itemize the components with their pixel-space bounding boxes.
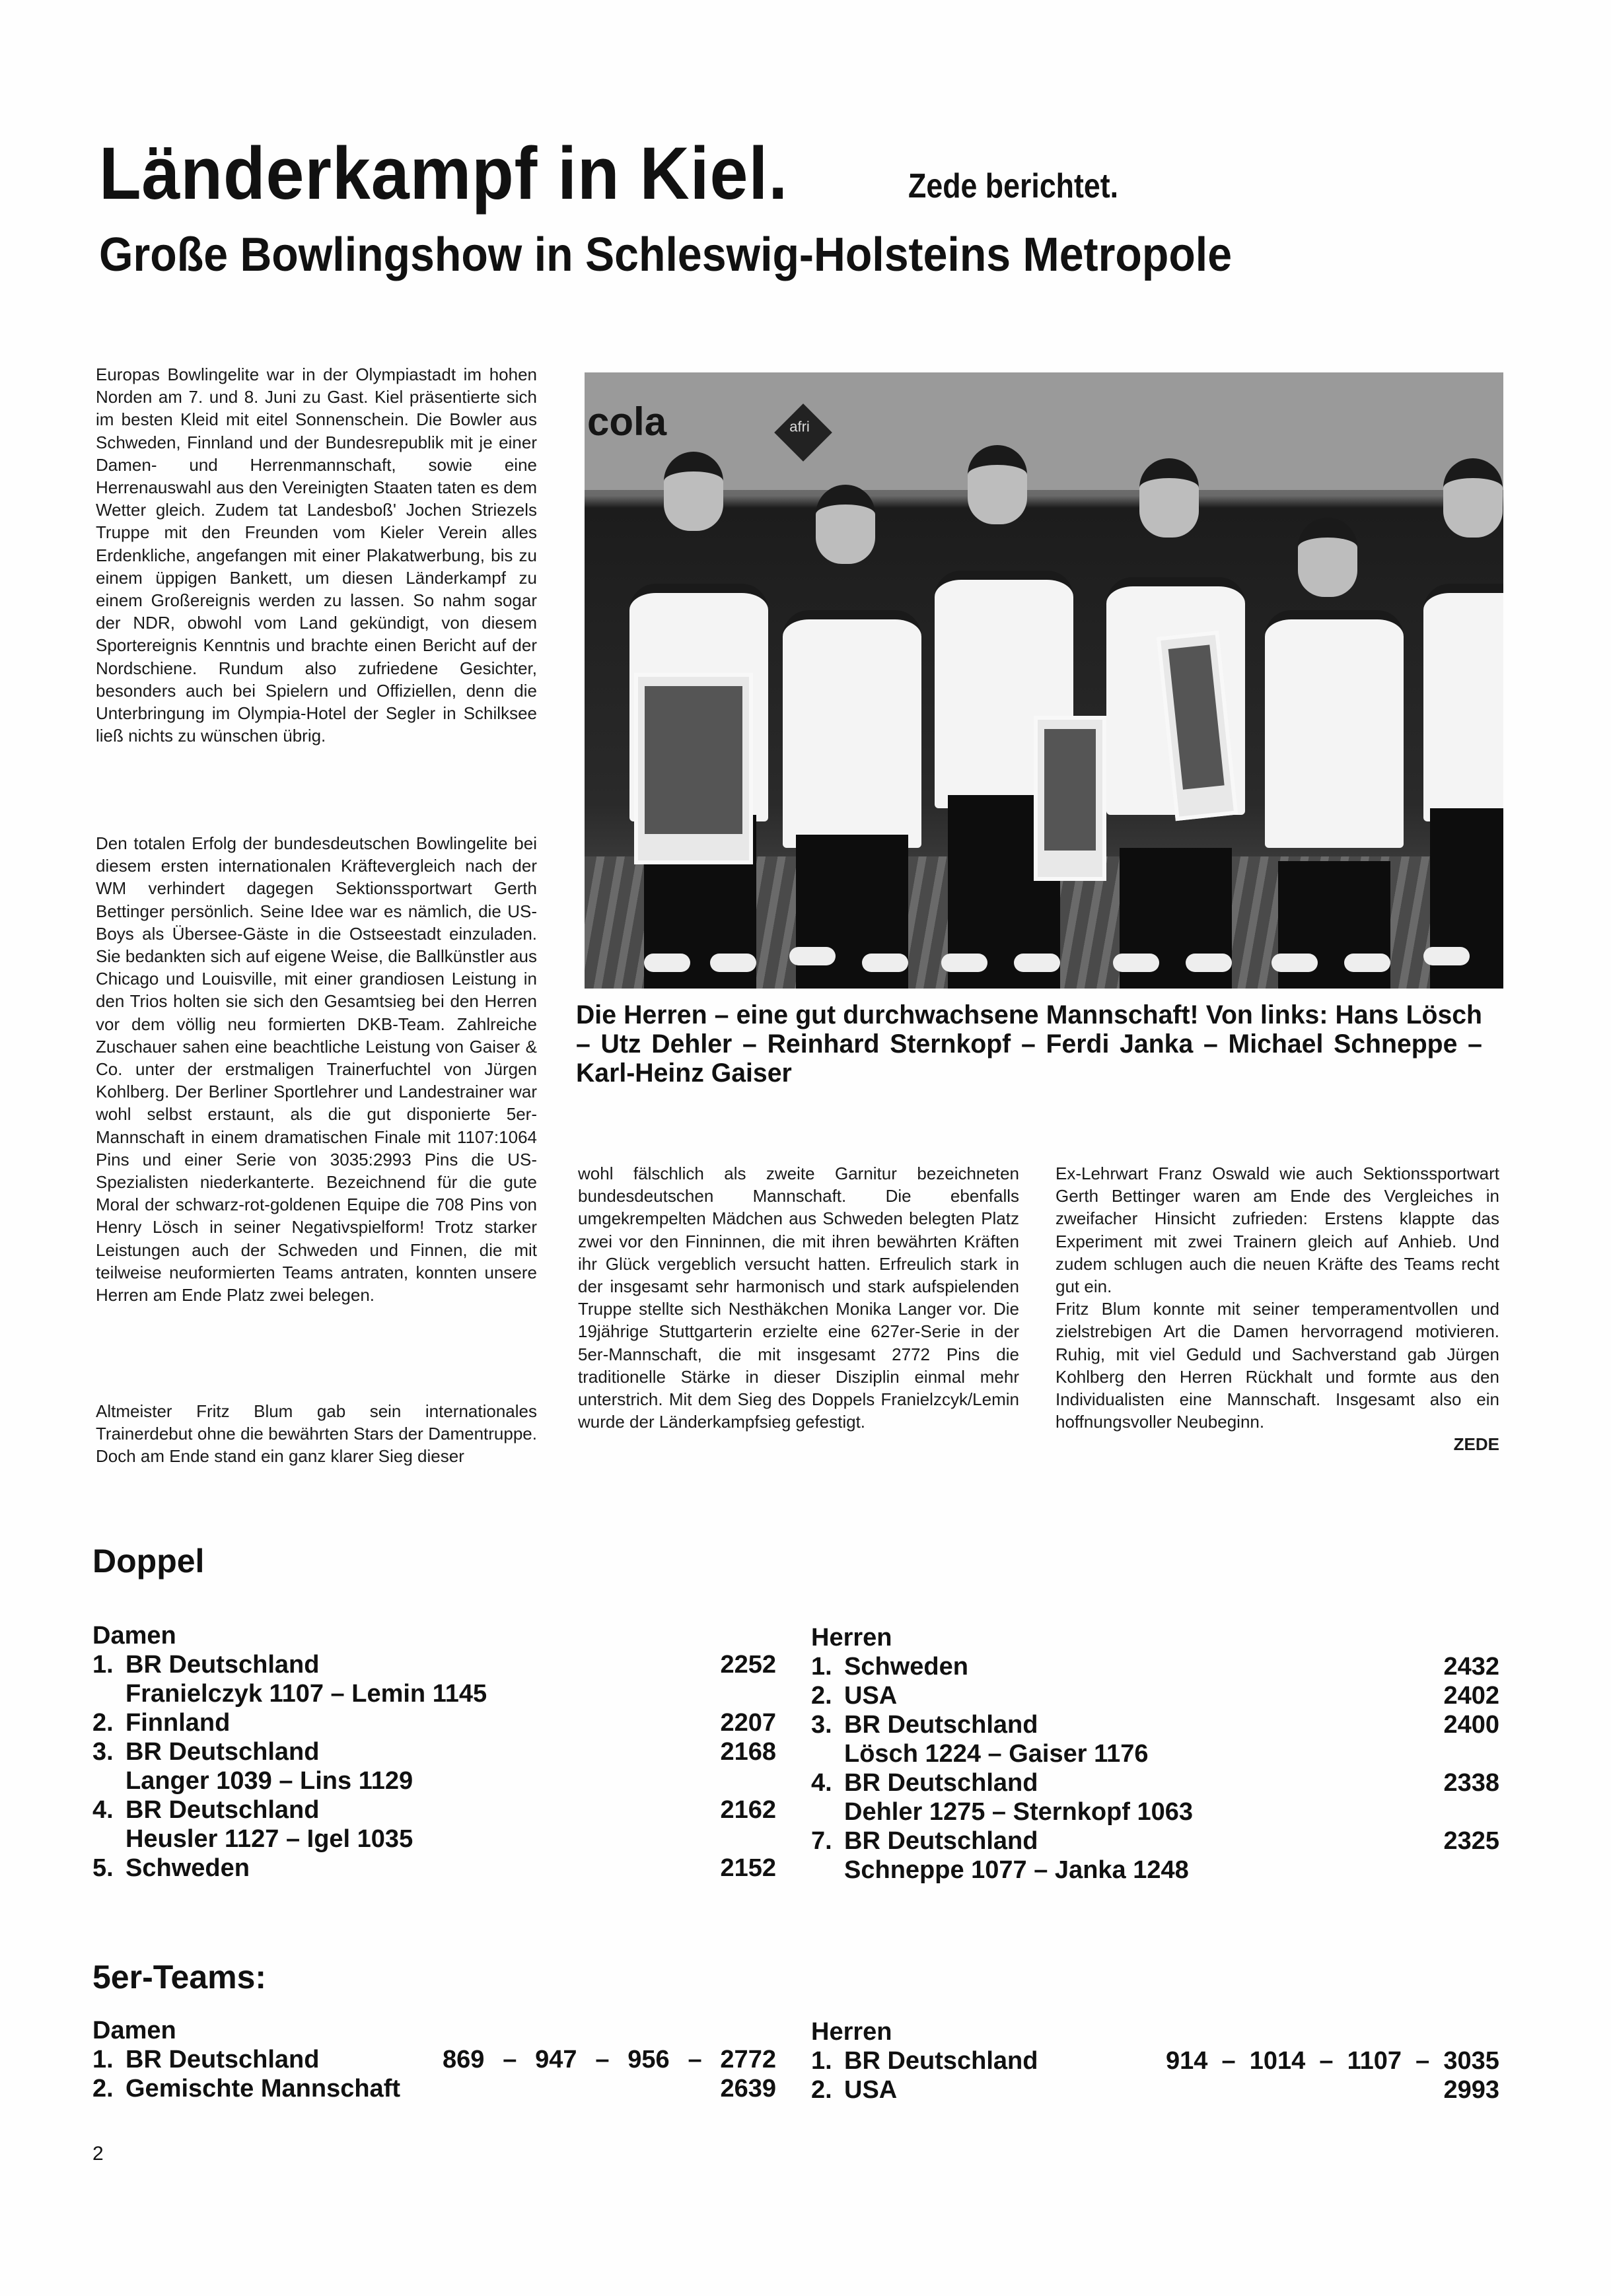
photo-sign-text: cola	[587, 400, 667, 444]
result-row: 1. BR Deutschland 914 – 1014 – 1107 – 3035	[811, 2047, 1499, 2075]
article-col3	[1056, 1162, 1499, 1456]
result-players: Lösch 1224 – Gaiser 1176	[844, 1740, 1149, 1768]
result-players: Langer 1039 – Lins 1129	[125, 1767, 413, 1795]
section-heading-5er-teams: 5er-Teams:	[92, 1959, 267, 1996]
result-row: 2. USA 2402	[811, 1682, 1499, 1710]
result-row: 2. USA 2993	[811, 2076, 1499, 2104]
article-col3-para1: Ex-Lehrwart Franz Oswald wie auch Sektionssportwart Gerth Bettinger waren am Ende des Vergleiches in zweifacher Hinsicht zufrieden: Erstens klappte das Experiment mit zwei Trainern gleich auf Anhieb. Und zudem schlugen auch die neuen Kräfte des Teams recht gut ein.	[1056, 1164, 1499, 1297]
photo-background-banner	[585, 372, 1503, 490]
photo-poster-1	[634, 673, 753, 864]
5er-herren-results	[811, 2017, 1499, 2105]
result-players: Dehler 1275 – Sternkopf 1063	[844, 1798, 1194, 1826]
result-row: 5. Schweden 2152	[92, 1854, 776, 1882]
article-col2: wohl fälschlich als zweite Garnitur bezeichneten bundesdeutschen Mannschaft. Die ebenfalls umgekrempelten Mädchen aus Schweden belegten Platz zwei vor den Finninnen, die mit ihren bewährten Kräften ihr Glück vergeblich versucht hatten. Erfreulich stark in der insgesamt sehr harmonisch und stark aufspielenden Truppe stellte sich Nesthäkchen Monika Langer vor. Die 19jährige Stuttgarterin erzielte eine 627er-Serie in der 5er-Mannschaft, die mit insgesamt 2772 Pins die traditionelle Stärke in dieser Disziplin einmal mehr unterstrich. Mit dem Sieg des Doppels Franielzcyk/Lemin wurde der Länderkampfsieg gefestigt.	[578, 1164, 1019, 1432]
article-col1-para3: Altmeister Fritz Blum gab sein internationales Trainerdebut ohne die bewährten Stars der Damentruppe. Doch am Ende stand ein ganz klarer Sieg dieser	[96, 1401, 537, 1467]
result-row: 7. BR Deutschland 2325	[811, 1827, 1499, 1855]
headline-subtitle: Große Bowlingshow in Schleswig-Holsteins Metropole	[99, 228, 1233, 281]
headline-title: Länderkampf in Kiel.	[99, 132, 789, 215]
author-signature: ZEDE	[1453, 1434, 1499, 1455]
article-col3-para2: Fritz Blum konnte mit seiner temperamentvollen und zielstrebigen Art die Damen hervorragend motivieren. Ruhig, mit viel Geduld und Sachverstand gab Jürgen Kohlberg den Herren Rückhalt und formte aus den Individualisten eine Mannschaft. Insgesamt also ein hoffnungsvoller Neubeginn.	[1056, 1299, 1499, 1432]
article-col1-para1: Europas Bowlingelite war in der Olympiastadt im hohen Norden am 7. und 8. Juni zu Gast. Kiel präsentierte sich im besten Kleid mit eitel Sonnenschein. Die Bowler aus Schweden, Finnland und der Bundesrepublik mit je einer Damen- und Herrenmannschaft, sowie eine Herrenauswahl aus den Vereinigten Staaten taten es dem Wetter gleich. Zudem tat Landesboß' Jochen Striezels Truppe mit den Freunden vom Kieler Verein alles Erdenkliche, angefangen mit einer Plakatwerbung, bis zu einem üppigen Bankett, um diesen Länderkampf zu einem Großereignis werden zu lassen. So nahm sogar der NDR, obwohl vom Land gekündigt, von diesem Sportereignis Kenntnis und brachte einen Bericht auf der Nordschiene. Rundum also zufriedene Gesichter, besonders auch bei Spielern und Offiziellen, denn die Unterbringung im Olympia-Hotel der Segler in Schilksee ließ nichts zu wünschen übrig.	[96, 365, 537, 746]
result-row: 3. BR Deutschland 2168	[92, 1738, 776, 1766]
result-row: 2. Finnland 2207	[92, 1709, 776, 1737]
results-group-label: Damen	[92, 1622, 176, 1650]
results-group-label: Herren	[811, 1624, 892, 1652]
results-group-label: Herren	[811, 2018, 892, 2046]
result-row: 2. Gemischte Mannschaft 2639	[92, 2075, 776, 2103]
photo-poster-2	[1034, 716, 1106, 881]
doppel-damen-results	[92, 1621, 776, 1883]
photo-logo-text: afri	[789, 418, 810, 435]
doppel-herren-results	[811, 1623, 1499, 1885]
section-heading-doppel: Doppel	[92, 1543, 205, 1580]
photo-caption: Die Herren – eine gut durchwachsene Mannschaft! Von links: Hans Lösch – Utz Dehler – Reinhard Sternkopf – Ferdi Janka – Michael Schneppe – Karl-Heinz Gaiser	[576, 1000, 1482, 1088]
results-group-label: Damen	[92, 2017, 176, 2044]
result-row: 1. BR Deutschland 869 – 947 – 956 – 2772	[92, 2046, 776, 2073]
result-players: Heusler 1127 – Igel 1035	[125, 1825, 413, 1853]
result-players: Franielczyk 1107 – Lemin 1145	[125, 1680, 487, 1708]
page-number: 2	[92, 2143, 104, 2165]
result-row: 1. Schweden 2432	[811, 1653, 1499, 1681]
team-photo	[585, 372, 1503, 989]
5er-damen-results	[92, 2016, 776, 2103]
article-col1-para2: Den totalen Erfolg der bundesdeutschen Bowlingelite bei diesem ersten internationalen Kräftevergleich nach der WM verhindert dagegen Sektionssportwart Gerth Bettinger persönlich. Seine Idee war es nämlich, die US-Boys als Übersee-Gäste in die Ostseestadt einzuladen. Sie bedankten sich auf eigene Weise, die Ballkünstler aus Chicago und Louisville, mit einer grandiosen Leistung in den Trios holten sie sich den Gesamtsieg bei den Herren vor dem völlig neu formierten DKB-Team. Zahlreiche Zuschauer sahen eine beachtliche Leistung von Gaiser & Co. unter der erstmaligen Trainerfuchtel von Jürgen Kohlberg. Der Berliner Sportlehrer und Landestrainer war wohl selbst erstaunt, als die gut disponierte 5er-Mannschaft in einem dramatischen Finale mit 1107:1064 Pins und einer Serie von 3035:2993 Pins die US-Spezialisten niederkanterte. Bezeichnend für die gute Moral der schwarz-rot-goldenen Equipe die 708 Pins von Henry Lösch in seiner Negativspielform! Trotz starker Leistungen auch der Schweden und Finnen, die mit teilweise neuformierten Teams antraten, konnten unsere Herren am Ende Platz zwei belegen.	[96, 833, 537, 1305]
result-series: 914 – 1014 – 1107 – 3035	[1166, 2047, 1499, 2075]
result-row: 3. BR Deutschland 2400	[811, 1711, 1499, 1739]
result-series: 869 – 947 – 956 – 2772	[443, 2046, 776, 2073]
headline-byline: Zede berichtet.	[908, 167, 1119, 205]
result-players: Schneppe 1077 – Janka 1248	[844, 1856, 1189, 1884]
result-row: 4. BR Deutschland 2162	[92, 1796, 776, 1824]
headline	[99, 131, 1119, 216]
result-row: 1. BR Deutschland 2252	[92, 1651, 776, 1679]
result-row: 4. BR Deutschland 2338	[811, 1769, 1499, 1797]
